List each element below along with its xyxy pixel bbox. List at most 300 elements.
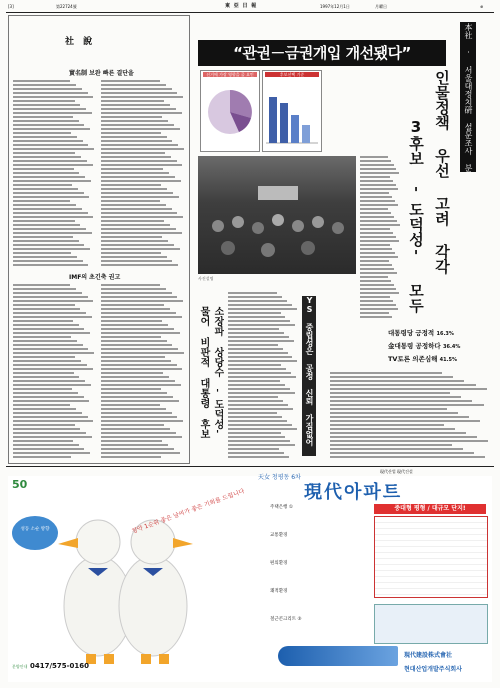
text-line xyxy=(13,240,79,242)
text-line xyxy=(13,424,75,426)
editorial-title-2: IMF의 초긴축 권고 xyxy=(69,274,121,281)
text-line xyxy=(228,400,283,402)
bar-chart-panel xyxy=(262,70,322,152)
text-line xyxy=(13,292,82,294)
photo-caption: 사진설명 xyxy=(198,276,214,281)
text-line xyxy=(13,356,75,358)
text-line xyxy=(101,440,162,442)
text-line xyxy=(13,372,74,374)
text-line xyxy=(13,304,75,306)
stat-row: TV토론 의존심해 41.5% xyxy=(388,355,458,363)
text-line xyxy=(13,224,80,226)
text-line xyxy=(101,224,170,226)
crowd-image xyxy=(198,156,356,274)
issue-number: 第22724號 xyxy=(56,4,77,9)
text-line xyxy=(228,376,296,378)
stat-row: 金대통령 공정하다 36.4% xyxy=(388,342,461,350)
text-line xyxy=(228,292,277,294)
text-line xyxy=(228,356,292,358)
text-line xyxy=(13,232,92,234)
text-line xyxy=(13,412,82,414)
text-line xyxy=(13,400,89,402)
text-line xyxy=(13,172,79,174)
text-line xyxy=(228,320,290,322)
text-line xyxy=(13,248,90,250)
ad-overlay: 天女 청평동 6차 xyxy=(258,474,301,481)
text-line xyxy=(360,300,393,302)
text-line xyxy=(13,264,88,266)
text-line xyxy=(228,332,284,334)
text-line xyxy=(13,192,84,194)
article-body-col1 xyxy=(360,156,400,322)
text-line xyxy=(101,192,173,194)
text-line xyxy=(101,252,161,254)
text-line xyxy=(13,196,89,198)
text-line xyxy=(330,448,463,450)
text-line xyxy=(101,260,172,262)
text-line xyxy=(330,452,474,454)
text-line xyxy=(101,140,172,142)
text-line xyxy=(101,164,182,166)
text-line xyxy=(101,300,183,302)
text-line xyxy=(101,384,181,386)
text-line xyxy=(360,308,398,310)
text-line xyxy=(360,160,391,162)
text-line xyxy=(13,432,86,434)
text-line xyxy=(101,324,168,326)
text-line xyxy=(330,388,487,390)
text-line xyxy=(101,172,169,174)
text-line xyxy=(101,344,172,346)
text-line xyxy=(228,432,281,434)
text-line xyxy=(101,136,167,138)
text-line xyxy=(101,296,177,298)
text-line xyxy=(13,396,84,398)
text-line xyxy=(101,292,172,294)
text-line xyxy=(101,156,171,158)
ad-map xyxy=(374,604,488,644)
text-line xyxy=(101,148,184,150)
text-line xyxy=(101,256,167,258)
text-line xyxy=(13,144,88,146)
text-line xyxy=(360,168,396,170)
ad-train-image xyxy=(278,646,398,666)
text-line xyxy=(13,392,78,394)
text-line xyxy=(101,420,183,422)
text-line xyxy=(360,248,392,250)
text-line xyxy=(101,432,176,434)
text-line xyxy=(228,372,291,374)
text-line xyxy=(13,308,80,310)
text-line xyxy=(13,288,76,290)
text-line xyxy=(13,416,88,418)
text-line xyxy=(13,448,84,450)
text-line xyxy=(228,440,290,442)
text-line xyxy=(13,244,84,246)
text-line xyxy=(101,264,178,266)
text-line xyxy=(228,324,295,326)
text-line xyxy=(228,388,290,390)
article-body-col2 xyxy=(330,372,490,462)
text-line xyxy=(330,436,477,438)
text-line xyxy=(13,348,88,350)
text-line xyxy=(101,244,174,246)
text-line xyxy=(13,80,70,82)
text-line xyxy=(101,332,180,334)
text-line xyxy=(13,376,79,378)
text-line xyxy=(101,80,160,82)
ad-unit-table xyxy=(374,516,488,598)
text-line xyxy=(330,376,453,378)
text-line xyxy=(13,364,87,366)
text-line xyxy=(228,396,278,398)
text-line xyxy=(101,380,175,382)
text-line xyxy=(13,208,82,210)
text-line xyxy=(228,304,292,306)
bar-chart xyxy=(266,85,318,147)
text-line xyxy=(101,360,171,362)
text-line xyxy=(13,284,70,286)
text-line xyxy=(13,104,80,106)
text-line xyxy=(228,436,285,438)
text-line xyxy=(13,128,90,130)
text-line xyxy=(101,216,183,218)
text-line xyxy=(101,188,167,190)
text-line xyxy=(13,444,79,446)
text-line xyxy=(13,212,88,214)
text-line xyxy=(13,168,74,170)
text-line xyxy=(13,164,93,166)
article-body-col3 xyxy=(228,292,298,462)
text-line xyxy=(101,184,161,186)
feature-item: 교통환경 xyxy=(270,533,288,538)
text-line xyxy=(101,328,174,330)
text-line xyxy=(101,248,180,250)
text-line xyxy=(360,228,390,230)
rally-photo xyxy=(198,156,356,274)
text-line xyxy=(101,416,177,418)
text-line xyxy=(228,296,282,298)
text-line xyxy=(101,336,161,338)
text-line xyxy=(228,316,285,318)
text-line xyxy=(101,452,180,454)
text-line xyxy=(360,164,394,166)
text-line xyxy=(13,336,71,338)
ad-sale-banner: 중대형 평형 / 대규모 단지! xyxy=(374,504,486,514)
text-line xyxy=(330,372,442,374)
text-line xyxy=(101,284,160,286)
ad-top-company: 現代산업 現代건설 xyxy=(380,469,413,474)
feature-item: 편의환경 xyxy=(270,561,288,566)
feature-item: 철근콘크리트 ⑤ xyxy=(270,617,302,622)
text-line xyxy=(101,444,168,446)
side-tag: 本社 · 서울대정치硏 설문조사 분 xyxy=(460,22,476,172)
text-line xyxy=(101,352,184,354)
text-line xyxy=(13,200,70,202)
text-line xyxy=(13,152,75,154)
text-line xyxy=(13,320,73,322)
pie-chart xyxy=(205,87,255,137)
headline-b: 3후보 '도덕성' 모두 xyxy=(407,118,425,313)
text-line xyxy=(101,376,169,378)
text-line xyxy=(360,224,400,226)
bar-2 xyxy=(280,103,288,143)
text-line xyxy=(13,436,92,438)
text-line xyxy=(360,176,390,178)
text-line xyxy=(360,200,395,202)
text-line xyxy=(101,424,164,426)
stat-row: 대통령당 긍정적 16.3% xyxy=(388,329,454,337)
text-line xyxy=(101,212,177,214)
text-line xyxy=(13,176,85,178)
text-line xyxy=(330,412,458,414)
text-line xyxy=(13,428,80,430)
text-line xyxy=(101,320,162,322)
bar-chart-title: 후보선택 기준 xyxy=(265,72,319,77)
text-line xyxy=(360,208,388,210)
text-line xyxy=(228,348,283,350)
text-line xyxy=(330,428,455,430)
text-line xyxy=(13,420,93,422)
text-line xyxy=(228,416,282,418)
masthead: 東 亞 日 報 xyxy=(225,3,258,9)
text-line xyxy=(228,360,297,362)
feature-item: 주택은행 ① xyxy=(270,505,293,510)
text-line xyxy=(13,108,86,110)
text-line xyxy=(228,412,277,414)
editorial-body-1a xyxy=(13,80,95,268)
feature-item: 쾌적환경 xyxy=(270,589,288,594)
text-line xyxy=(13,332,90,334)
editorial-body-2a xyxy=(13,284,95,460)
text-line xyxy=(101,388,161,390)
text-line xyxy=(101,152,165,154)
text-line xyxy=(360,212,391,214)
text-line xyxy=(360,284,394,286)
text-line xyxy=(228,340,294,342)
header-rule xyxy=(6,12,494,13)
text-line xyxy=(101,348,178,350)
text-line xyxy=(101,124,174,126)
text-line xyxy=(360,296,390,298)
text-line xyxy=(101,316,182,318)
text-line xyxy=(101,368,182,370)
text-line xyxy=(13,388,72,390)
text-line xyxy=(330,380,464,382)
text-line xyxy=(101,392,167,394)
text-line xyxy=(101,84,166,86)
section-mark: ⊕ xyxy=(480,4,484,9)
text-line xyxy=(13,100,75,102)
text-line xyxy=(13,228,86,230)
ad-slogan: 청약 1순위 좋은 날씨가 좋은 기회를 드립니다 xyxy=(130,487,246,536)
text-line xyxy=(360,292,399,294)
text-line xyxy=(330,396,461,398)
text-line xyxy=(101,240,168,242)
text-line xyxy=(13,384,91,386)
text-line xyxy=(101,396,173,398)
text-line xyxy=(360,268,394,270)
text-line xyxy=(360,316,392,318)
text-line xyxy=(330,440,488,442)
text-line xyxy=(360,260,389,262)
text-line xyxy=(101,220,164,222)
ad-badge: 성동 소순 방향 xyxy=(12,516,58,550)
text-line xyxy=(360,232,393,234)
ad-anniversary: 50 xyxy=(12,478,28,491)
text-line xyxy=(101,228,176,230)
text-line xyxy=(101,340,167,342)
text-line xyxy=(101,196,179,198)
text-line xyxy=(330,424,444,426)
bar-3 xyxy=(291,115,299,143)
text-line xyxy=(101,176,175,178)
text-line xyxy=(13,156,81,158)
text-line xyxy=(101,356,165,358)
editorial-title-1: 實名制 보완 빠른 결단을 xyxy=(69,70,134,77)
text-line xyxy=(360,280,391,282)
text-line xyxy=(13,84,76,86)
text-line xyxy=(13,188,78,190)
text-line xyxy=(101,436,182,438)
text-line xyxy=(330,400,472,402)
text-line xyxy=(360,276,388,278)
text-line xyxy=(360,188,398,190)
text-line xyxy=(228,408,293,410)
text-line xyxy=(101,288,166,290)
text-line xyxy=(13,440,73,442)
text-line xyxy=(13,360,81,362)
text-line xyxy=(101,428,170,430)
text-line xyxy=(101,204,166,206)
text-line xyxy=(101,372,163,374)
text-line xyxy=(13,180,91,182)
issue-date: 1997年12月1日 xyxy=(320,4,350,9)
text-line xyxy=(101,92,177,94)
text-line xyxy=(101,308,170,310)
text-line xyxy=(13,160,87,162)
text-line xyxy=(330,432,466,434)
editorial-body-1b xyxy=(101,80,185,268)
text-line xyxy=(13,328,84,330)
ad-company-1: 現代建設株式會社 xyxy=(404,652,453,659)
text-line xyxy=(13,380,85,382)
text-line xyxy=(360,220,397,222)
subhead-vertical: 소장파 상당수 '도덕성' 물어 비판적 대통령 후보 xyxy=(198,306,223,440)
text-line xyxy=(228,392,295,394)
text-line xyxy=(228,328,279,330)
text-line xyxy=(228,352,288,354)
text-line xyxy=(13,324,79,326)
editorial-body-2b xyxy=(101,284,185,460)
text-line xyxy=(360,236,396,238)
text-line xyxy=(228,444,295,446)
text-line xyxy=(360,312,389,314)
text-line xyxy=(13,316,92,318)
text-line xyxy=(13,312,86,314)
text-line xyxy=(13,132,71,134)
text-line xyxy=(228,364,281,366)
text-line xyxy=(360,196,392,198)
text-line xyxy=(101,400,179,402)
text-line xyxy=(330,416,469,418)
text-line xyxy=(228,308,297,310)
text-line xyxy=(228,380,280,382)
text-line xyxy=(330,456,485,458)
text-line xyxy=(13,368,93,370)
text-line xyxy=(360,240,399,242)
text-line xyxy=(330,408,447,410)
ad-company-2: 현대산업개발주식회사 xyxy=(404,666,462,673)
text-line xyxy=(101,200,160,202)
text-line xyxy=(330,384,476,386)
text-line xyxy=(228,344,278,346)
text-line xyxy=(101,132,161,134)
text-line xyxy=(13,296,88,298)
text-line xyxy=(101,120,168,122)
text-line xyxy=(101,232,182,234)
text-line xyxy=(101,160,177,162)
text-line xyxy=(360,304,396,306)
text-line xyxy=(101,96,183,98)
text-line xyxy=(101,112,182,114)
text-line xyxy=(101,412,172,414)
text-line xyxy=(360,272,397,274)
ad-feature-list xyxy=(270,504,366,622)
ad-phone-label: 분양안내 xyxy=(12,664,28,669)
text-line xyxy=(360,184,396,186)
text-line xyxy=(101,408,166,410)
text-line xyxy=(13,92,88,94)
subhead-box: YS 중립성은 공정 신뢰 가짐없어 xyxy=(302,296,316,456)
bar-4 xyxy=(302,125,310,143)
text-line xyxy=(228,336,289,338)
text-line xyxy=(228,404,288,406)
text-line xyxy=(13,96,93,98)
text-line xyxy=(101,104,170,106)
stats-list xyxy=(388,328,488,363)
text-line xyxy=(228,456,289,458)
advertisement xyxy=(8,476,492,682)
text-line xyxy=(360,244,390,246)
text-line xyxy=(13,116,73,118)
text-line xyxy=(360,288,396,290)
text-line xyxy=(101,168,163,170)
text-line xyxy=(13,236,73,238)
page-number: [3] xyxy=(8,4,14,9)
text-line xyxy=(360,256,398,258)
editorial-heading: 社 說 xyxy=(65,37,96,47)
text-line xyxy=(101,456,161,458)
text-line xyxy=(13,256,77,258)
text-line xyxy=(101,116,162,118)
text-line xyxy=(13,456,71,458)
headline-a: 인물정책 우선 고려 각각 xyxy=(433,70,451,274)
text-line xyxy=(101,312,176,314)
text-line xyxy=(13,404,70,406)
text-line xyxy=(101,88,172,90)
text-line xyxy=(13,344,83,346)
text-line xyxy=(228,452,284,454)
text-line xyxy=(360,204,398,206)
text-line xyxy=(101,100,164,102)
text-line xyxy=(13,88,82,90)
text-line xyxy=(101,144,178,146)
text-line xyxy=(13,252,71,254)
text-line xyxy=(13,120,79,122)
text-line xyxy=(101,236,162,238)
text-line xyxy=(13,124,84,126)
